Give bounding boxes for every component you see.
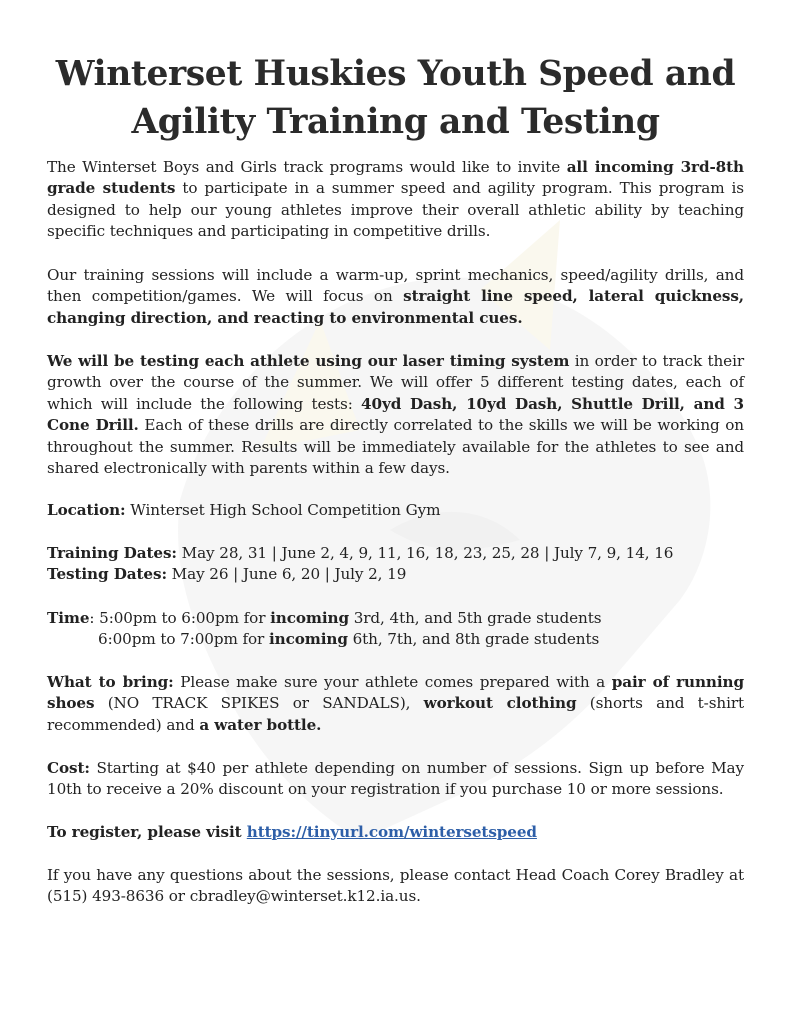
- cost-paragraph: Cost: Starting at $40 per athlete depending on number of sessions. Sign up before May 10th to receive a 20% discount on your registration if you purchase 10 or more sessions.: [47, 759, 744, 799]
- location-line: Location: Winterset High School Competition Gym: [47, 501, 441, 519]
- contact-paragraph: If you have any questions about the sessions, please contact Head Coach Corey Bradley at (515) 493-8636 or cbradley@winterset.k12.ia.us.: [47, 866, 744, 906]
- page-title: [30, 50, 761, 146]
- title-line-1: Winterset Huskies Youth Speed and: [55, 54, 736, 94]
- what-to-bring-paragraph: What to bring: Please make sure your athlete comes prepared with a pair of running shoes (NO TRACK SPIKES or SANDALS), workout clothing (shorts and t-shirt recommended) and a water bottle.: [47, 673, 745, 734]
- title-line-2: Agility Training and Testing: [131, 102, 660, 142]
- dates-block: Training Dates: May 28, 31 | June 2, 4, 9, 11, 16, 18, 23, 25, 28 | July 7, 9, 14, 16 Testing Dates: May 26 | June 6, 20 | July 2, 19: [47, 544, 674, 584]
- intro-paragraph: The Winterset Boys and Girls track programs would like to invite all incoming 3rd-8th grade students to participate in a summer speed and agility program. This program is designed to help our young athletes improve their overall athletic ability by teaching specific techniques and participating in competitive drills.: [47, 158, 744, 241]
- time-block: Time: 5:00pm to 6:00pm for incoming 3rd, 4th, and 5th grade students 6:00pm to 7:00pm for incoming 6th, 7th, and 8th grade students: [47, 609, 602, 649]
- register-link[interactable]: https://tinyurl.com/wintersetspeed: [246, 823, 537, 841]
- register-line: To register, please visit https://tinyurl.com/wintersetspeed: [47, 823, 537, 841]
- training-paragraph: Our training sessions will include a warm-up, sprint mechanics, speed/agility drills, and then competition/games. We will focus on straight line speed, lateral quickness, changing direction, and reacting to environmental cues.: [47, 266, 744, 327]
- testing-paragraph: We will be testing each athlete using our laser timing system in order to track their growth over the course of the summer. We will offer 5 different testing dates, each of which will include the following tests: 40yd Dash, 10yd Dash, Shuttle Drill, and 3 Cone Drill. Each of these drills are directly correlated to the skills we will be working on throughout the summer. Results will be immediately available for the athletes to see and shared electronically with parents within a few days.: [47, 352, 744, 478]
